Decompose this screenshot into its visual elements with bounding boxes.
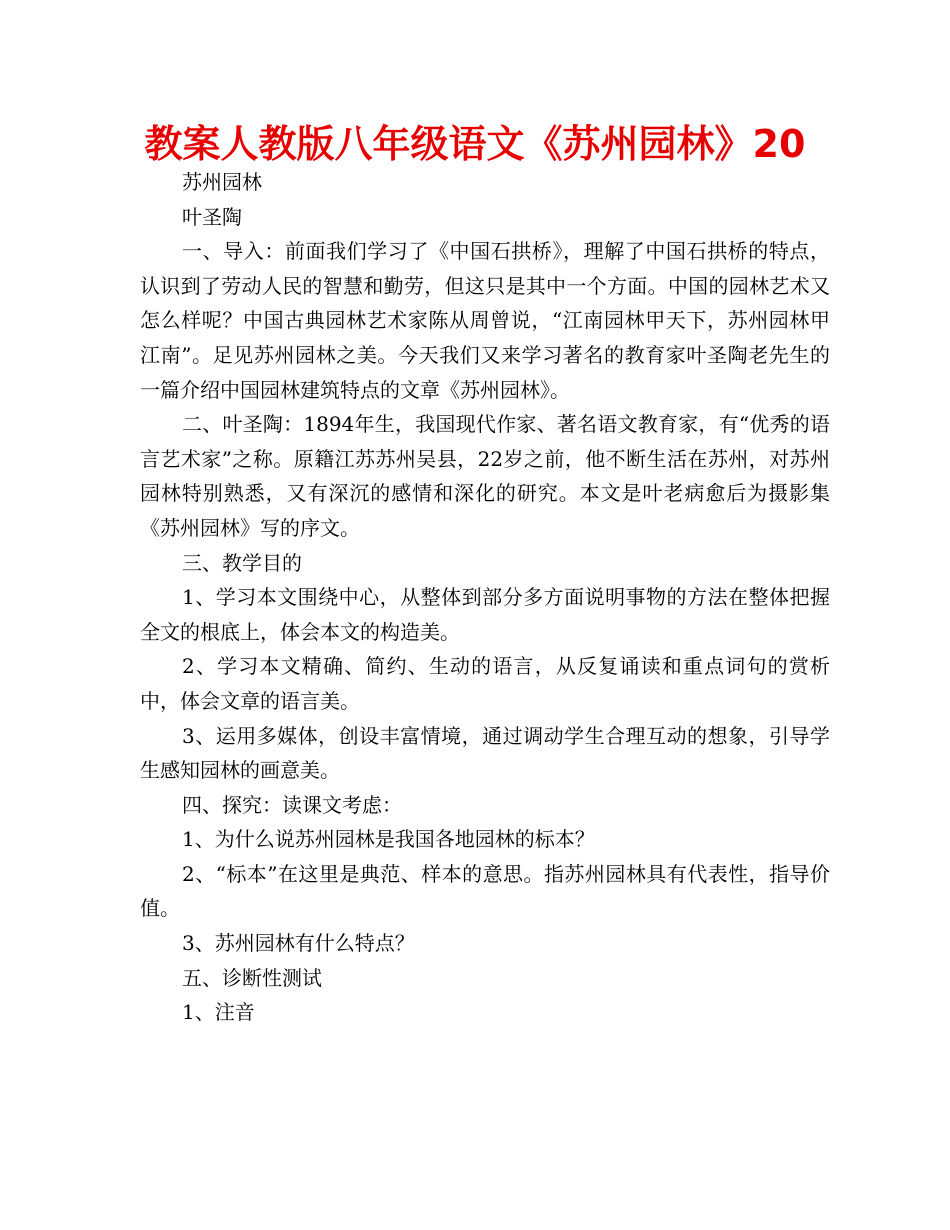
heading-diagnostic-test: 五、诊断性测试 [182,965,322,990]
document-body [140,165,830,1030]
paragraph-question-3: 3、苏州园林有什么特点？ [182,931,415,956]
paragraph-goal-1: 1、学习本文围绕中心，从整体到部分多方面说明事物的方法在整体把握全文的根底上，体会本文的构造美。 [140,585,830,644]
heading-explore: 四、探究：读课文考虑： [182,792,402,817]
paragraph-author-bio: 二、叶圣陶：1894年生，我国现代作家、著名语文教育家，有“优秀的语言艺术家”之称。原籍江苏苏州吴县，22岁之前，他不断生活在苏州，对苏州园林特别熟悉，又有深沉的感情和深化的研究。本文是叶老病愈后为摄影集《苏州园林》写的序文。 [140,412,830,540]
paragraph-pinyin: 1、注音 [182,1000,255,1025]
paragraph-goal-3: 3、运用多媒体，创设丰富情境，通过调动学生合理互动的想象，引导学生感知园林的画意美。 [140,723,830,783]
paragraph-introduction: 一、导入：前面我们学习了《中国石拱桥》，理解了中国石拱桥的特点，认识到了劳动人民的智慧和勤劳，但这只是其中一个方面。中国的园林艺术又怎么样呢？中国古典园林艺术家陈从周曾说，“江南园林甲天下，苏州园林甲江南”。足见苏州园林之美。今天我们又来学习著名的教育家叶圣陶老先生的一篇介绍中国园林建筑特点的文章《苏州园林》。 [140,239,830,402]
text-subtitle: 苏州园林 [182,170,262,194]
paragraph-goal-2: 2、学习本文精确、简约、生动的语言，从反复诵读和重点词句的赏析中，体会文章的语言美。 [140,654,830,713]
paragraph-question-2: 2、“标本”在这里是典范、样本的意思。指苏州园林具有代表性，指导价值。 [140,861,830,921]
paragraph-question-1: 1、为什么说苏州园林是我国各地园林的标本？ [182,827,595,852]
heading-teaching-goals: 三、教学目的 [182,550,302,575]
text-author: 叶圣陶 [182,204,242,229]
document-title: 教案人教版八年级语文《苏州园林》20 [144,122,806,166]
